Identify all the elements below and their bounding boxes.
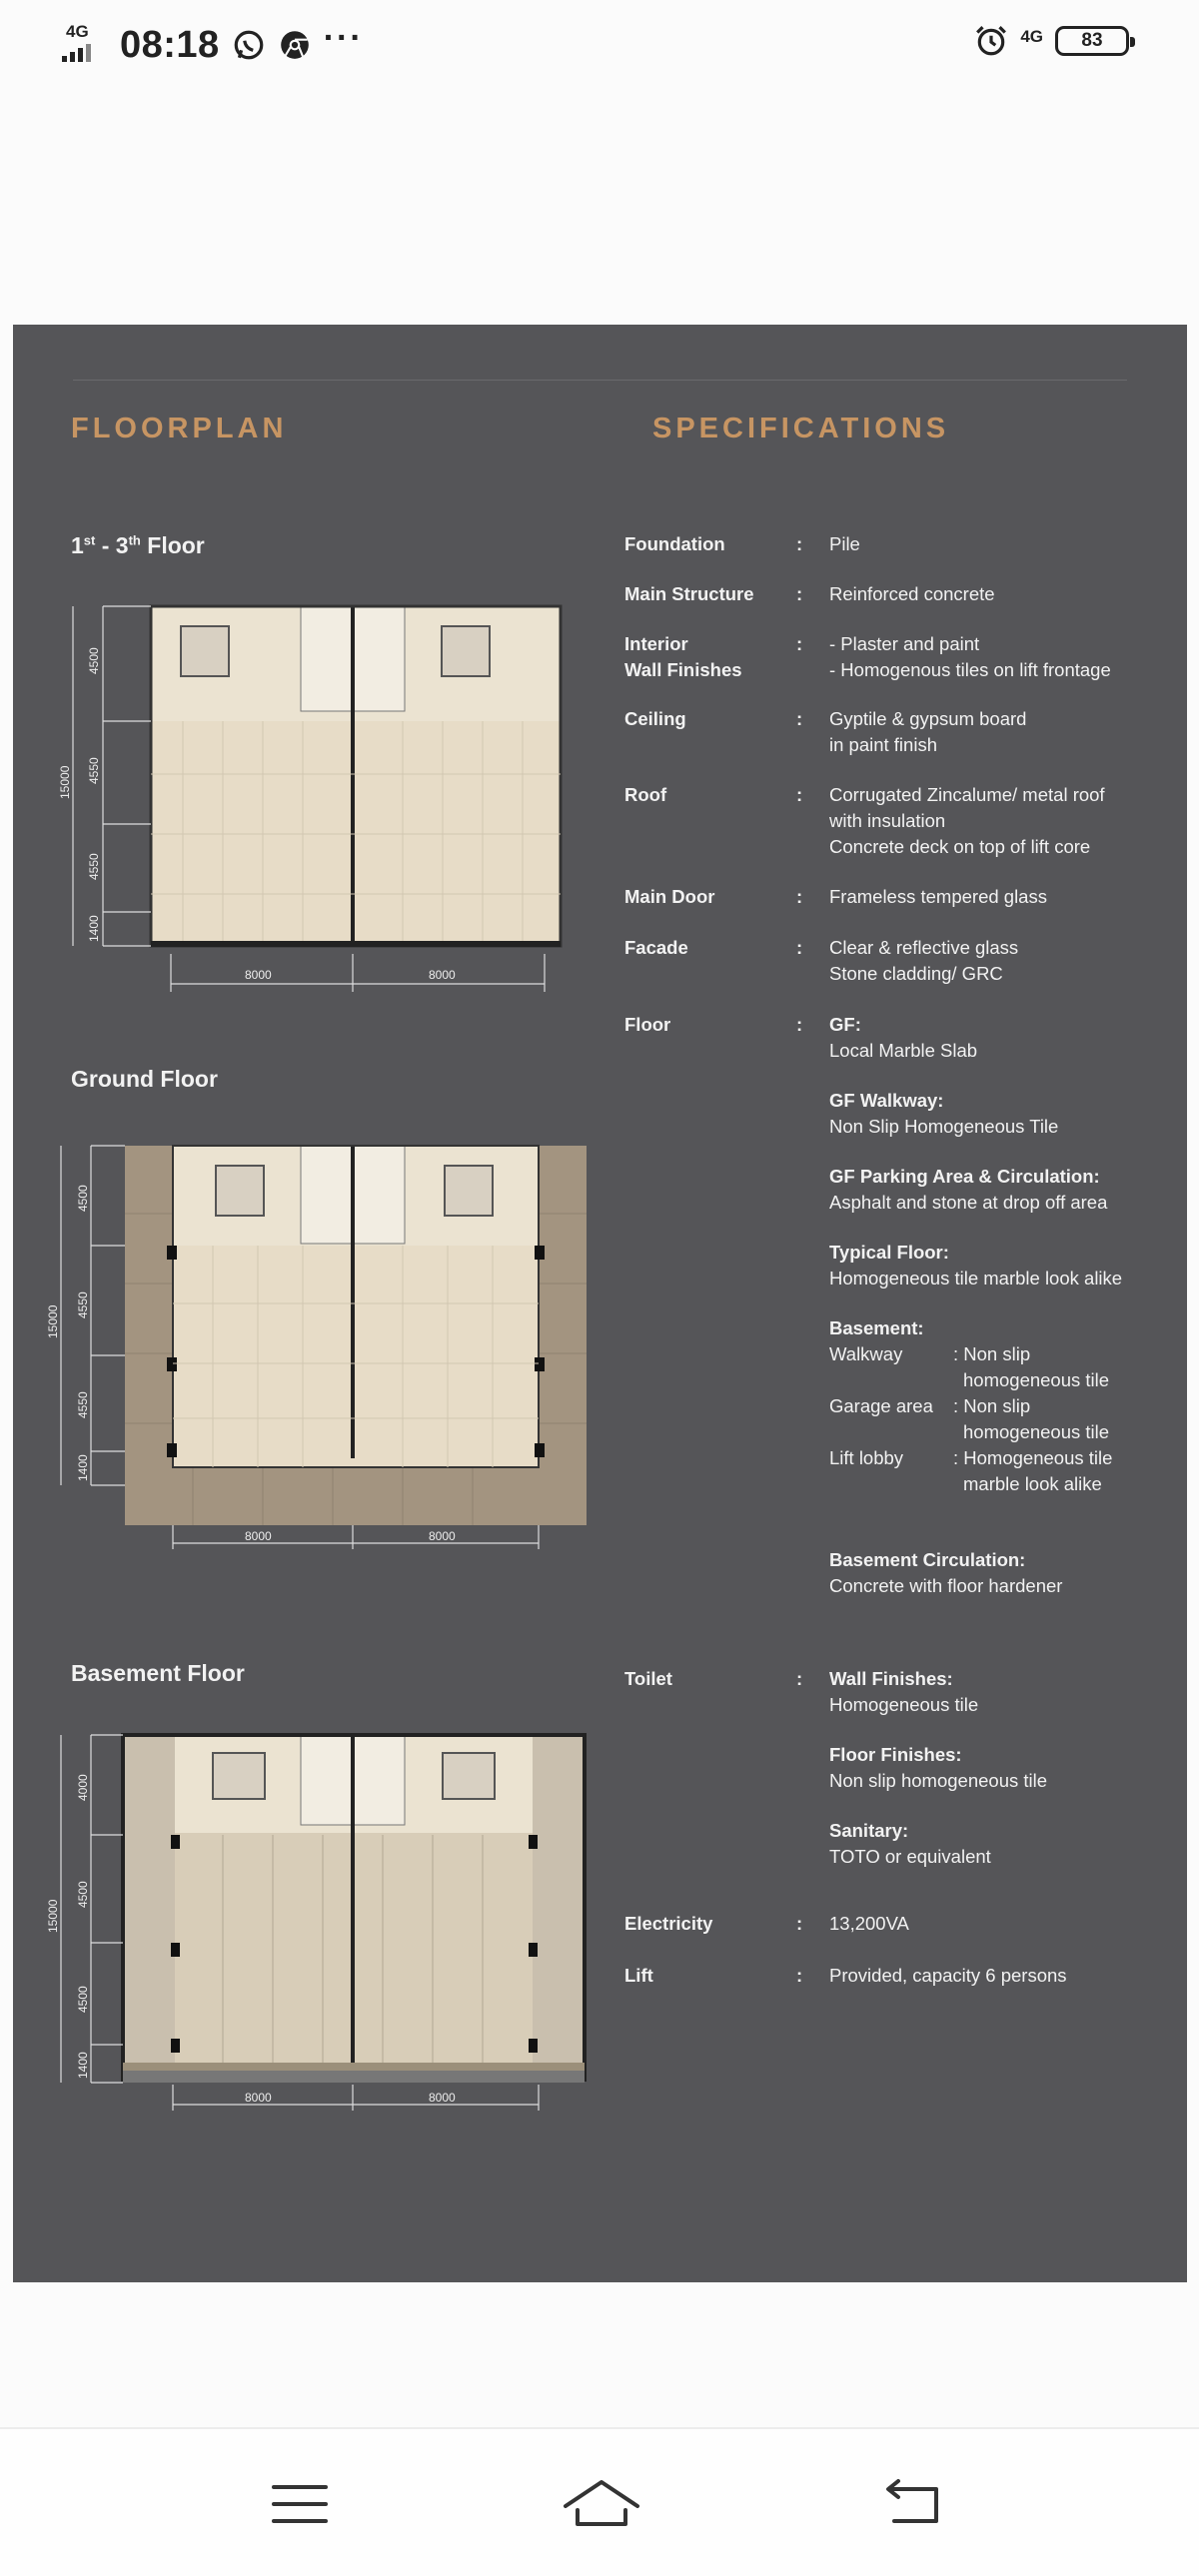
floorplan-upper-floors	[33, 594, 593, 1004]
svg-text:1400: 1400	[76, 2052, 90, 2079]
clock: 08:18	[120, 23, 220, 66]
plan-title-basement-floor: Basement Floor	[71, 1660, 245, 1686]
superscript-st: st	[83, 532, 96, 548]
specifications-heading: SPECIFICATIONS	[652, 413, 950, 444]
svg-text:15000: 15000	[58, 765, 72, 799]
network-type-right: 4G	[1020, 27, 1043, 46]
battery-icon	[1055, 26, 1129, 56]
battery-level: 83	[1081, 30, 1103, 51]
home-icon	[562, 2476, 641, 2532]
svg-text:4500: 4500	[76, 1185, 90, 1212]
whatsapp-icon	[232, 28, 266, 62]
ramp-right	[533, 1735, 585, 2080]
lift-left	[213, 1753, 265, 1799]
svg-text:1400: 1400	[87, 915, 101, 942]
floorplan-basement-floor	[33, 1723, 593, 2113]
more-notifications-icon: ···	[323, 18, 364, 57]
svg-text:8000: 8000	[429, 2091, 456, 2105]
signal-icon	[62, 22, 108, 68]
svg-text:15000: 15000	[46, 1899, 60, 1933]
back-button[interactable]	[879, 2474, 949, 2534]
brochure-panel: FLOORPLAN SPECIFICATIONS 1st - 3th Floor 4500 4550 4550 1400 15000 8000 8000 Ground Floor 4500 4550 4550 1400 15000 8000 8000 Basement Floor 4000 4500 4500 1400 15000 8000 8000 Foundation : Pile Main Structure : Reinforced concrete Interior Wall Finishes : - Plaster and paint - Homogenous tiles on lift frontage Ceiling : Gyptile & gypsum board in paint finish Roof : Corrugated Zincalume/ metal roof with insulation Concrete deck on top of lift core Main Door : Frameless tempered glass Facade : Clear & reflective glass Stone cladding/ GRC Floor : GF: Local Marble Slab GF Walkway: Non Slip Homogeneous Tile GF Parking Area & Circulation: Asphalt and stone at drop off area Typical Floor: Homogeneous tile marble look alike Basement: Walkway : Non slip homogeneous tile Garage area : Non slip homogeneous tile Lift lobby : Homogeneous tile marble look alike Basement Circulation: Concrete with floor hardener Toilet : Wall Finishes: Homogeneous tile Floor Finishes: Non slip homogeneous tile Sanitary: TOTO or equivalent Electricity : 13,200VA Lift : Provided, capacity 6 persons	[13, 325, 1187, 2282]
superscript-th: th	[128, 532, 141, 548]
svg-text:4500: 4500	[87, 647, 101, 674]
lift-left	[181, 626, 229, 676]
svg-text:8000: 8000	[245, 2091, 272, 2105]
navigation-bar	[0, 2427, 1199, 2576]
status-bar	[0, 0, 1199, 92]
svg-text:8000: 8000	[429, 1529, 456, 1543]
svg-text:8000: 8000	[245, 968, 272, 982]
svg-text:8000: 8000	[245, 1529, 272, 1543]
lift-left	[216, 1166, 264, 1216]
lift-right	[443, 1753, 495, 1799]
basement-finishes: Walkway : Non slip homogeneous tile Garage area : Non slip homogeneous tile Lift lobby : Homogeneous tile marble look alike	[829, 1343, 1113, 1494]
plan-title-ground-floor: Ground Floor	[71, 1066, 218, 1092]
network-type: 4G	[66, 22, 89, 41]
svg-text:4550: 4550	[76, 1391, 90, 1418]
svg-text:4500: 4500	[76, 1986, 90, 2013]
svg-text:4550: 4550	[87, 757, 101, 784]
svg-text:4000: 4000	[76, 1774, 90, 1801]
chrome-icon	[278, 28, 312, 62]
back-icon	[884, 2479, 944, 2529]
alarm-icon	[974, 24, 1008, 58]
home-button[interactable]	[562, 2474, 641, 2534]
svg-text:4550: 4550	[76, 1291, 90, 1318]
divider	[73, 380, 1127, 381]
svg-text:15000: 15000	[46, 1304, 60, 1338]
lift-right	[445, 1166, 493, 1216]
floorplan-heading: FLOORPLAN	[71, 413, 288, 444]
lift-right	[442, 626, 490, 676]
svg-text:4500: 4500	[76, 1881, 90, 1908]
svg-text:8000: 8000	[429, 968, 456, 982]
svg-text:4550: 4550	[87, 853, 101, 880]
ramp-left	[123, 1735, 175, 2080]
svg-text:1400: 1400	[76, 1454, 90, 1481]
menu-button[interactable]	[265, 2474, 335, 2534]
menu-icon	[270, 2481, 330, 2527]
floorplan-ground-floor	[33, 1134, 593, 1553]
plan-title-upper-floors: 1st - 3th Floor	[71, 532, 205, 558]
